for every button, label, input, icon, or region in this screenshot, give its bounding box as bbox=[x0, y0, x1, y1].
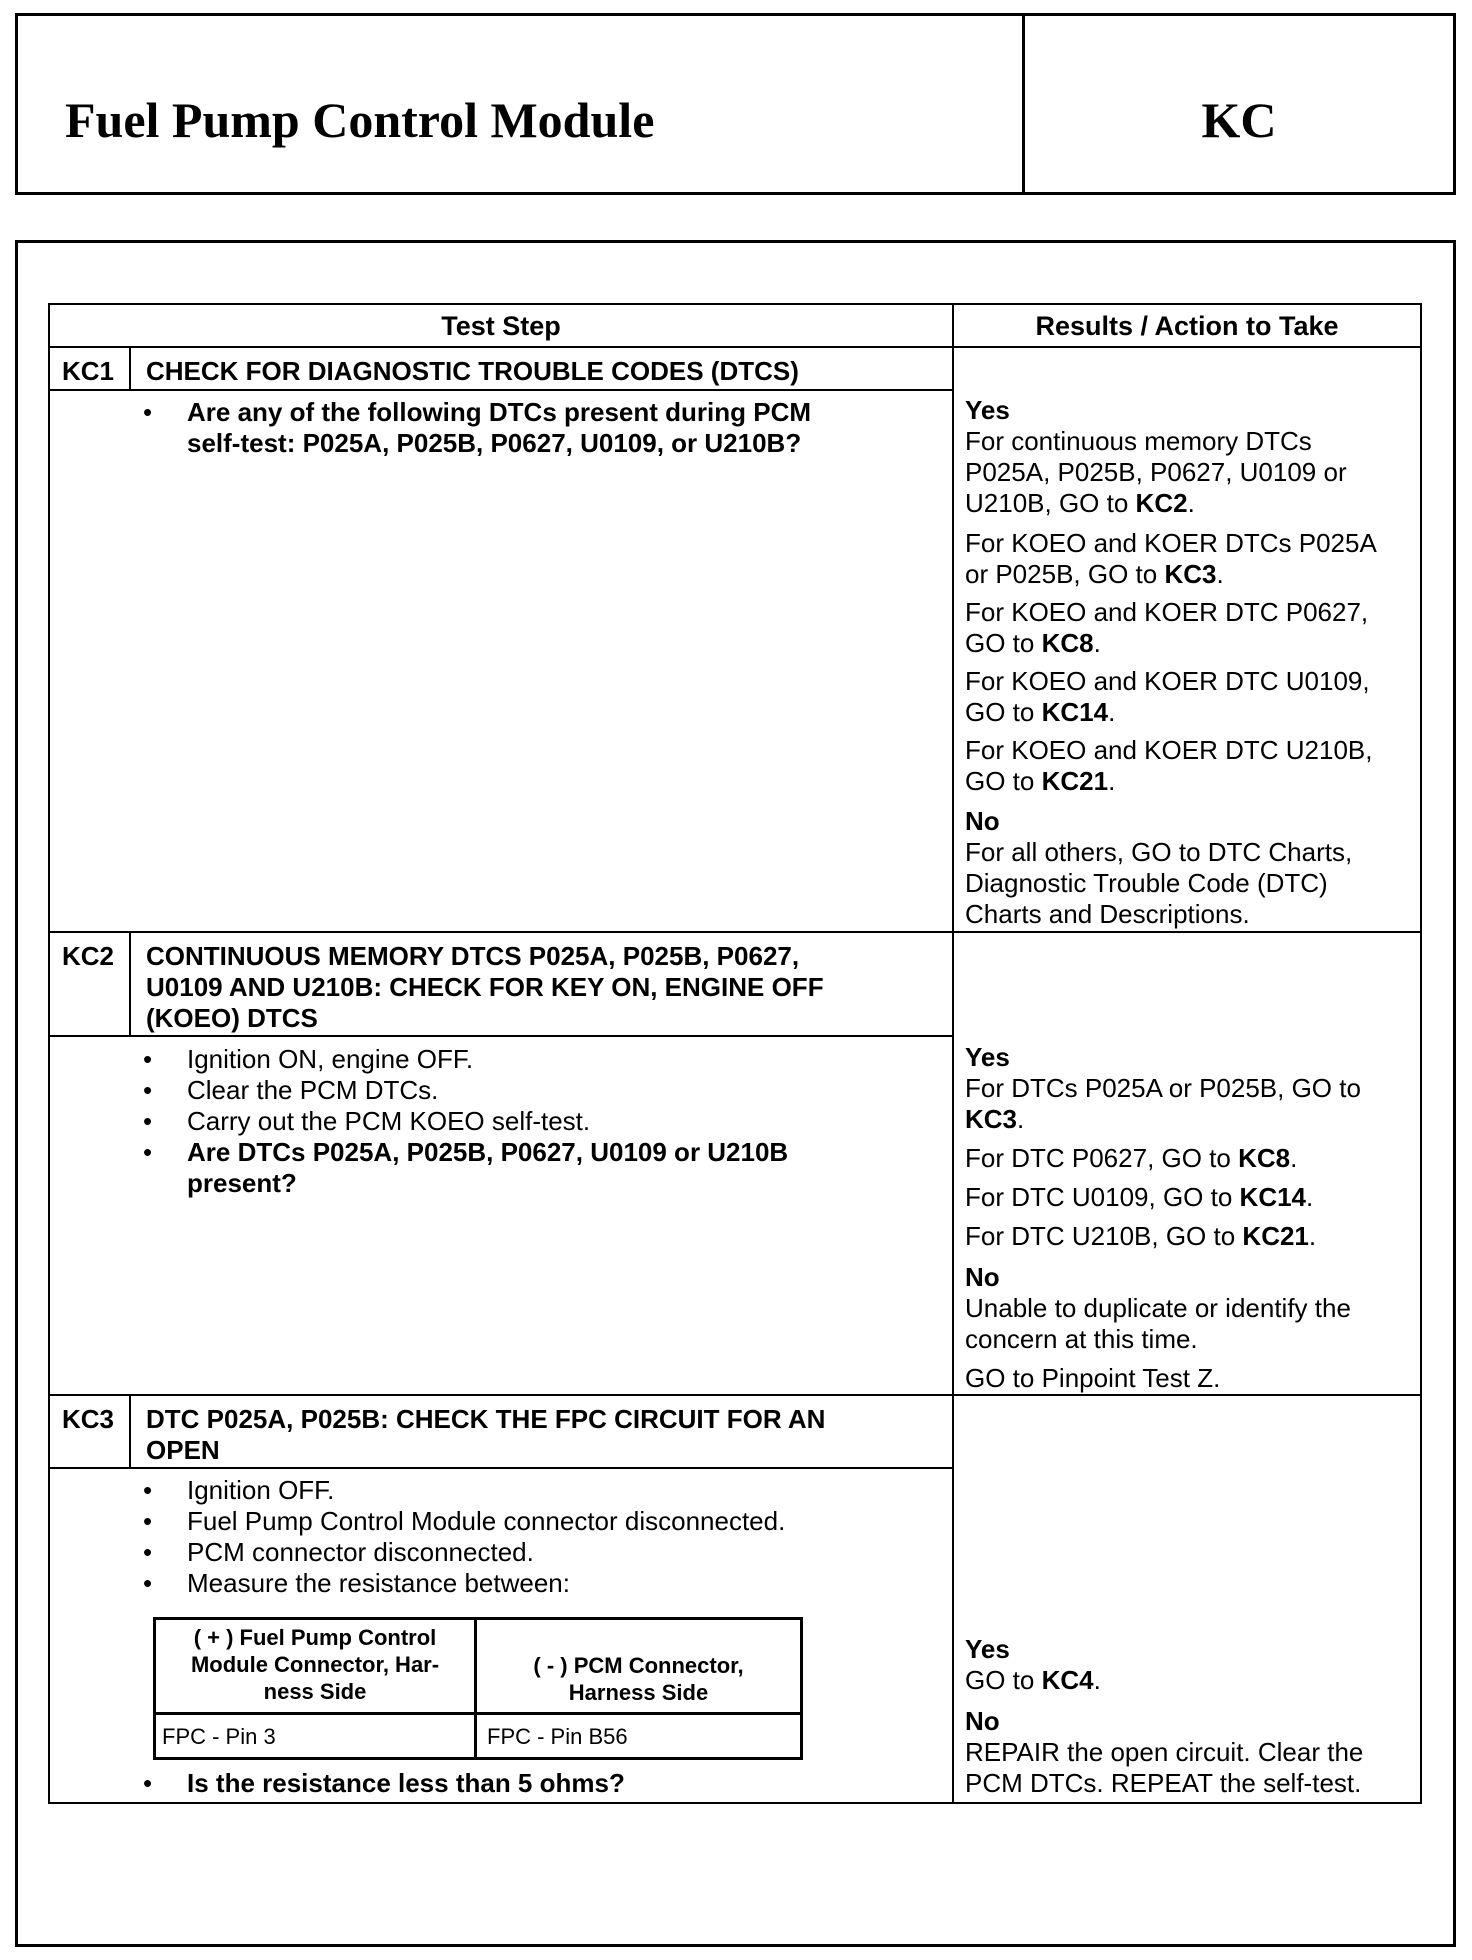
goto-step-link: KC2 bbox=[1135, 488, 1188, 518]
bullet-icon: • bbox=[143, 1568, 153, 1598]
bullet-icon: • bbox=[143, 1075, 153, 1105]
step-id-kc2: KC2 bbox=[61, 941, 114, 971]
goto-step-link: KC8 bbox=[1238, 1143, 1291, 1173]
step-question: Is the resistance less than 5 ohms? bbox=[187, 1768, 625, 1798]
step-question: Are any of the following DTCs present during PCM bbox=[187, 397, 812, 427]
step-question: self-test: P025A, P025B, P0627, U0109, or U210B? bbox=[187, 428, 802, 458]
result-no-label: No bbox=[965, 806, 1000, 836]
result-text: PCM DTCs. REPEAT the self-test. bbox=[965, 1768, 1362, 1798]
goto-step-link: KC14 bbox=[1239, 1182, 1307, 1212]
result-text: For DTC P0627, GO to KC8. bbox=[965, 1143, 1298, 1173]
goto-step-link: KC3 bbox=[1164, 559, 1217, 589]
step-instruction: Fuel Pump Control Module connector disconnected. bbox=[187, 1506, 786, 1536]
result-text: For KOEO and KOER DTC P0627, bbox=[965, 597, 1369, 627]
step-instruction: Carry out the PCM KOEO self-test. bbox=[187, 1106, 591, 1136]
bullet-icon: • bbox=[143, 1506, 153, 1536]
result-text: or P025B, GO to KC3. bbox=[965, 559, 1224, 589]
result-text: P025A, P025B, P0627, U0109 or bbox=[965, 457, 1347, 487]
bullet-icon: • bbox=[143, 1044, 153, 1074]
result-text: For KOEO and KOER DTC U0109, bbox=[965, 666, 1370, 696]
step-instruction: Ignition OFF. bbox=[187, 1475, 335, 1505]
step-question: Are DTCs P025A, P025B, P0627, U0109 or U210B bbox=[187, 1137, 789, 1167]
result-text: GO to KC8. bbox=[965, 628, 1101, 658]
result-text: Diagnostic Trouble Code (DTC) bbox=[965, 868, 1328, 898]
result-yes-label: Yes bbox=[965, 1634, 1010, 1664]
result-text: GO to Pinpoint Test Z. bbox=[965, 1363, 1221, 1393]
result-text: GO to KC21. bbox=[965, 766, 1116, 796]
bullet-icon: • bbox=[143, 397, 153, 427]
step-instruction: Clear the PCM DTCs. bbox=[187, 1075, 439, 1105]
result-text: For KOEO and KOER DTCs P025A bbox=[965, 528, 1377, 558]
result-text: For DTC U0109, GO to KC14. bbox=[965, 1182, 1314, 1212]
step-title-kc3: OPEN bbox=[146, 1435, 220, 1465]
result-no-label: No bbox=[965, 1706, 1000, 1736]
bullet-icon: • bbox=[143, 1106, 153, 1136]
result-text: For DTC U210B, GO to KC21. bbox=[965, 1221, 1317, 1251]
page-title: Fuel Pump Control Module bbox=[65, 92, 655, 148]
result-text: REPAIR the open circuit. Clear the bbox=[965, 1737, 1364, 1767]
result-yes-label: Yes bbox=[965, 395, 1010, 425]
step-instruction: Ignition ON, engine OFF. bbox=[187, 1044, 474, 1074]
step-title-kc1: CHECK FOR DIAGNOSTIC TROUBLE CODES (DTCS) bbox=[146, 356, 799, 386]
column-header-results: Results / Action to Take bbox=[1035, 311, 1339, 341]
result-text: U210B, GO to KC2. bbox=[965, 488, 1195, 518]
result-no-label: No bbox=[965, 1262, 1000, 1292]
step-instruction: Measure the resistance between: bbox=[187, 1568, 570, 1598]
step-id-kc1: KC1 bbox=[61, 356, 114, 386]
goto-step-link: KC4 bbox=[1041, 1665, 1094, 1695]
result-text: For all others, GO to DTC Charts, bbox=[965, 837, 1353, 867]
step-instruction: PCM connector disconnected. bbox=[187, 1537, 534, 1567]
column-header-test-step: Test Step bbox=[441, 311, 561, 341]
result-text: GO to KC4. bbox=[965, 1665, 1101, 1695]
goto-step-link: KC8 bbox=[1041, 628, 1094, 658]
page-header bbox=[15, 13, 1456, 195]
step-title-kc2: CONTINUOUS MEMORY DTCS P025A, P025B, P0627, bbox=[146, 941, 800, 971]
bullet-icon: • bbox=[143, 1768, 153, 1798]
step-title-kc2: U0109 AND U210B: CHECK FOR KEY ON, ENGINE OFF bbox=[146, 972, 824, 1002]
bullet-icon: • bbox=[143, 1137, 153, 1167]
bullet-icon: • bbox=[143, 1537, 153, 1567]
step-question: present? bbox=[187, 1168, 297, 1198]
result-text: For DTCs P025A or P025B, GO to bbox=[965, 1073, 1361, 1103]
measure-header-negative: Harness Side bbox=[568, 1680, 709, 1705]
goto-step-link: KC14 bbox=[1041, 697, 1109, 727]
section-code: KC bbox=[1201, 92, 1277, 148]
step-id-kc3: KC3 bbox=[61, 1404, 114, 1434]
measure-header-negative: ( - ) PCM Connector, bbox=[533, 1653, 744, 1678]
result-text: KC3. bbox=[965, 1104, 1025, 1134]
bullet-icon: • bbox=[143, 1475, 153, 1505]
measure-header-positive: ( + ) Fuel Pump Control bbox=[193, 1625, 437, 1650]
goto-step-link: KC3 bbox=[965, 1104, 1018, 1134]
measure-header-positive: Module Connector, Har- bbox=[190, 1652, 440, 1677]
measure-header-positive: ness Side bbox=[263, 1679, 367, 1704]
result-text: GO to KC14. bbox=[965, 697, 1116, 727]
measure-cell: FPC - Pin B56 bbox=[487, 1724, 628, 1749]
step-title-kc2: (KOEO) DTCS bbox=[146, 1003, 318, 1033]
result-text: concern at this time. bbox=[965, 1324, 1198, 1354]
result-text: Charts and Descriptions. bbox=[965, 899, 1250, 929]
result-text: For KOEO and KOER DTC U210B, bbox=[965, 735, 1373, 765]
result-text: Unable to duplicate or identify the bbox=[965, 1293, 1351, 1323]
result-yes-label: Yes bbox=[965, 1042, 1010, 1072]
goto-step-link: KC21 bbox=[1242, 1221, 1309, 1251]
goto-step-link: KC21 bbox=[1041, 766, 1109, 796]
step-title-kc3: DTC P025A, P025B: CHECK THE FPC CIRCUIT FOR AN bbox=[146, 1404, 826, 1434]
result-text: For continuous memory DTCs bbox=[965, 426, 1312, 456]
measure-cell: FPC - Pin 3 bbox=[162, 1724, 276, 1749]
